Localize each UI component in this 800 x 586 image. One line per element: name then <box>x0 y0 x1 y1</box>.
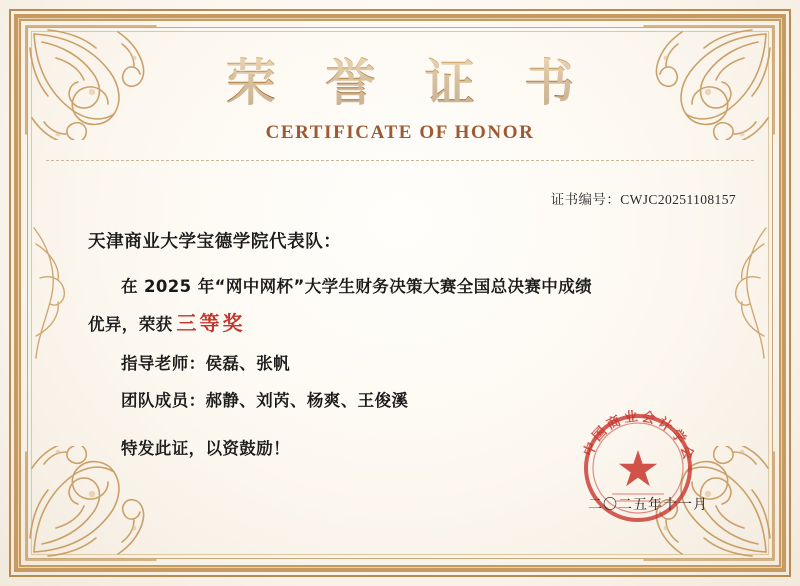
serial-number-label: 证书编号： <box>550 191 621 207</box>
svg-text:中国商业会计学会: 中国商业会计学会 <box>580 408 698 465</box>
body-paragraph-line2 <box>88 303 726 343</box>
award-prefix-text: 优异，荣获 <box>88 314 173 334</box>
certificate-title-cn: 荣 誉 证 书 <box>46 54 754 112</box>
serial-number-row <box>46 188 754 208</box>
advisor-label: 指导老师： <box>121 353 206 373</box>
certificate-title-en: CERTIFICATE OF HONOR <box>265 121 535 143</box>
seal-date: 二〇二五年十一月 <box>588 497 708 513</box>
award-level: 三等奖 <box>176 310 246 335</box>
advisor-names: 侯磊、张帆 <box>205 353 290 373</box>
official-seal-stamp <box>572 402 704 534</box>
serial-number-value: CWJC20251108157 <box>620 191 736 207</box>
team-label: 团队成员： <box>121 391 206 411</box>
advisor-line <box>88 347 726 381</box>
closing-text: 特发此证，以资鼓励！ <box>121 439 290 459</box>
team-names: 郝静、刘芮、杨爽、王俊溪 <box>205 391 409 411</box>
title-divider <box>46 160 754 162</box>
body-paragraph-line1: 在 2025 年“网中网杯”大学生财务决策大赛全国总决赛中成绩 <box>121 276 592 296</box>
title-block <box>46 40 754 162</box>
recipient-name: 天津商业大学宝德学院代表队： <box>88 231 342 252</box>
